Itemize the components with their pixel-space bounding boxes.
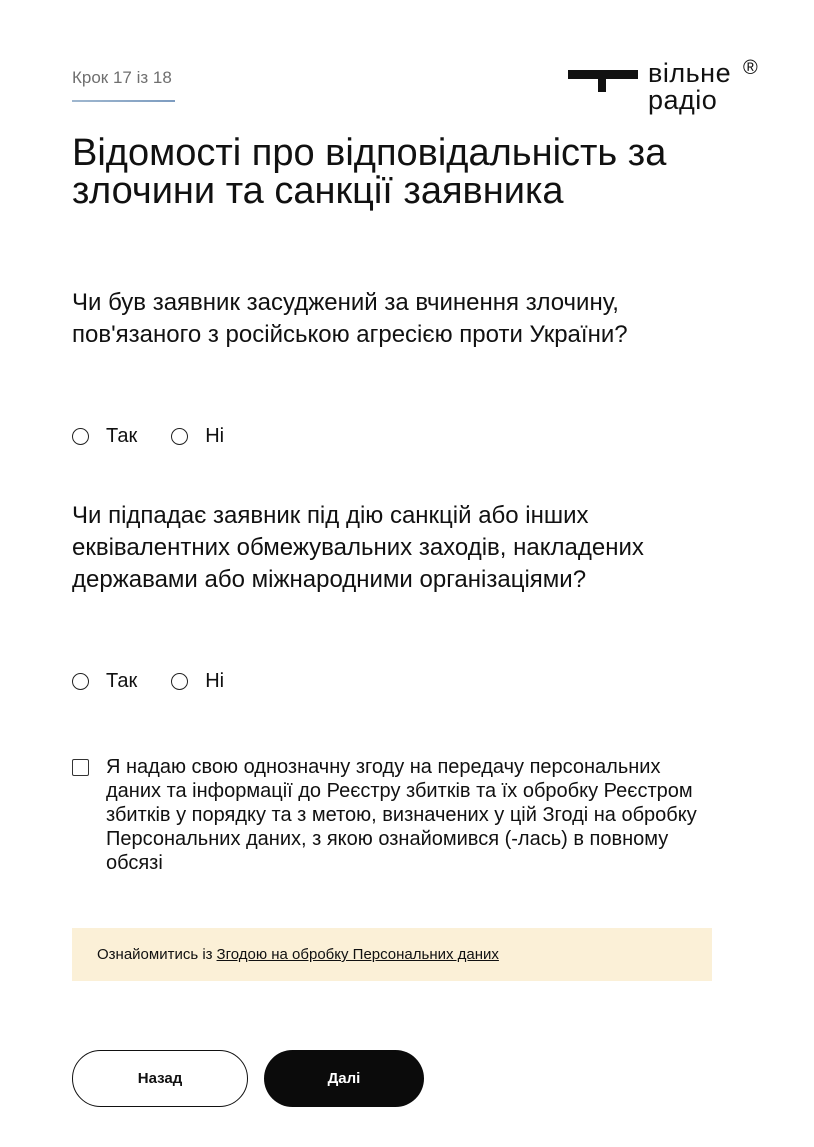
question-1-option-no[interactable] [171, 425, 224, 448]
radio-button[interactable] [72, 673, 89, 690]
question-1-radio-group [72, 425, 258, 448]
question-2-option-no[interactable] [171, 670, 224, 693]
radio-label: Так [106, 670, 138, 692]
question-1-option-yes[interactable] [72, 425, 137, 448]
logo-wordmark [648, 60, 731, 114]
notice-prefix: Ознайомитись із [97, 946, 213, 963]
vilne-radio-logo [568, 57, 768, 116]
question-2-option-yes[interactable] [72, 670, 137, 693]
radio-button[interactable] [171, 428, 188, 445]
back-button[interactable]: Назад [72, 1050, 248, 1107]
consent-notice-banner [72, 928, 712, 981]
registered-mark: ® [743, 57, 758, 79]
step-indicator: Крок 17 із 18 [72, 68, 172, 87]
radio-label: Так [106, 425, 138, 447]
step-progress-underline [72, 100, 175, 102]
logo-line-2: радіо [648, 85, 718, 115]
radio-label: Ні [205, 670, 225, 692]
page-title: Відомості про відповідальність за злочини та санкції заявника [72, 132, 667, 212]
radio-button[interactable] [72, 428, 89, 445]
consent-text: Я надаю свою однозначну згоду на передачу персональних даних та інформації до Реєстру збитків та їх обробку Реєстром збитків у порядку та з метою, визначених у цій Згоді на обробку Персональних даних, з якою ознайомився (-лась) в повному обсязі [106, 756, 697, 874]
consent-checkbox-row[interactable] [72, 755, 712, 875]
radio-label: Ні [205, 425, 225, 447]
consent-checkbox[interactable] [72, 759, 89, 776]
consent-agreement-link[interactable]: Згодою на обробку Персональних даних [216, 946, 499, 963]
logo-mark-icon [568, 66, 638, 92]
logo-line-1: вільне [648, 58, 732, 88]
question-2-radio-group [72, 670, 258, 693]
question-1-text: Чи був заявник засуджений за вчинення злочину, пов'язаного з російською агресією проти України? [72, 289, 628, 348]
next-button[interactable]: Далі [264, 1050, 424, 1107]
radio-button[interactable] [171, 673, 188, 690]
question-2-text: Чи підпадає заявник під дію санкцій або інших еквівалентних обмежувальних заходів, накладених державами або міжнародними організаціями? [72, 502, 644, 593]
